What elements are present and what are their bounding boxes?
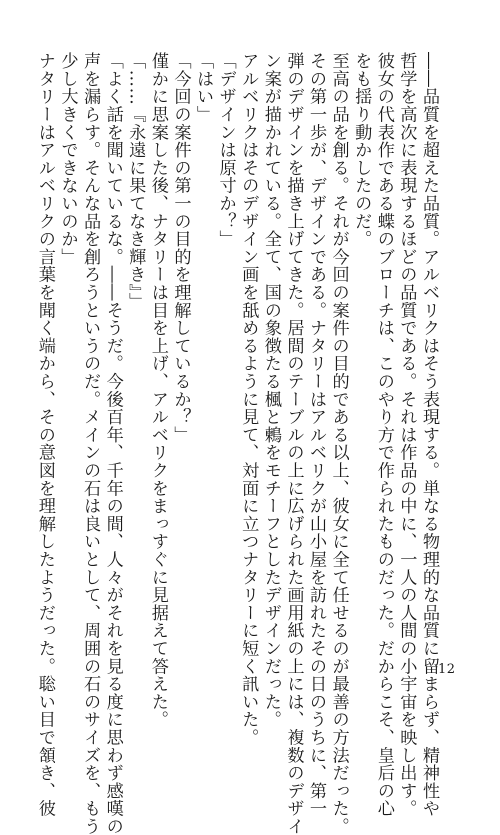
vertical-text-body bbox=[34, 52, 440, 835]
dialogue-line: 「……『永遠に果てなき輝き』」 bbox=[125, 52, 146, 311]
page-number: 12 bbox=[438, 662, 456, 677]
text-line: 弾のデザインを描き上げてきた。居間のテーブルの上に広げられた画用紙の上には、複数のデザイ bbox=[283, 52, 304, 835]
text-line: その第一歩が、デザインである。ナタリーはアルベリクが山小屋を訪れたその日のうちに、第一 bbox=[306, 52, 327, 818]
dialogue-line: 「デザインは原寸か？」 bbox=[215, 52, 236, 248]
text-line: アルベリクはそのデザイン画を舐めるように見て、対面に立つナタリーに短く訊いた。 bbox=[238, 52, 259, 747]
text-line: ン案が描かれている。全て、国の象徴たる楓と鶫をモチーフとしたデザインだった。 bbox=[260, 52, 281, 729]
text-line: をも揺り動かしたのだ。 bbox=[351, 52, 372, 248]
text-line: 哲学を高次に表現するほどの品質である。それは作品の中に、一人の人間の小宇宙を映し出す。 bbox=[396, 52, 417, 818]
dialogue-line: 声を漏らす。そんな品を創ろうというのだ。メインの石は良いとして、周囲の石のサイズを、もう bbox=[80, 52, 101, 835]
text-line: ナタリーはアルベリクの言葉を聞く端から、その意図を理解したようだった。聡い目で頷き、彼 bbox=[34, 52, 55, 818]
dialogue-line: 「よく話を聞いているな。――そうだ。今後百年、千年の間、人々がそれを見る度に思わず感嘆の bbox=[102, 52, 123, 835]
dialogue-line: 少し大きくできないのか」 bbox=[57, 52, 78, 266]
text-line: ――品質を超えた品質。アルベリクはそう表現する。単なる物理的な品質に留まらず、精神性や bbox=[419, 52, 439, 818]
dialogue-line: 「はい」 bbox=[193, 52, 214, 124]
text-line: 僅かに思案した後、ナタリーは目を上げ、アルベリクをまっすぐに見据えて答えた。 bbox=[147, 52, 168, 729]
text-line: 至高の品を創る。それが今回の案件の目的である以上、彼女に全て任せるのが最善の方法だった。 bbox=[328, 52, 349, 835]
dialogue-line: 「今回の案件の第一の目的を理解しているか？」 bbox=[170, 52, 191, 444]
text-line: 彼女の代表作である蝶のブローチは、このやり方で作られたものだった。だからこそ、皇后の心 bbox=[373, 52, 394, 818]
